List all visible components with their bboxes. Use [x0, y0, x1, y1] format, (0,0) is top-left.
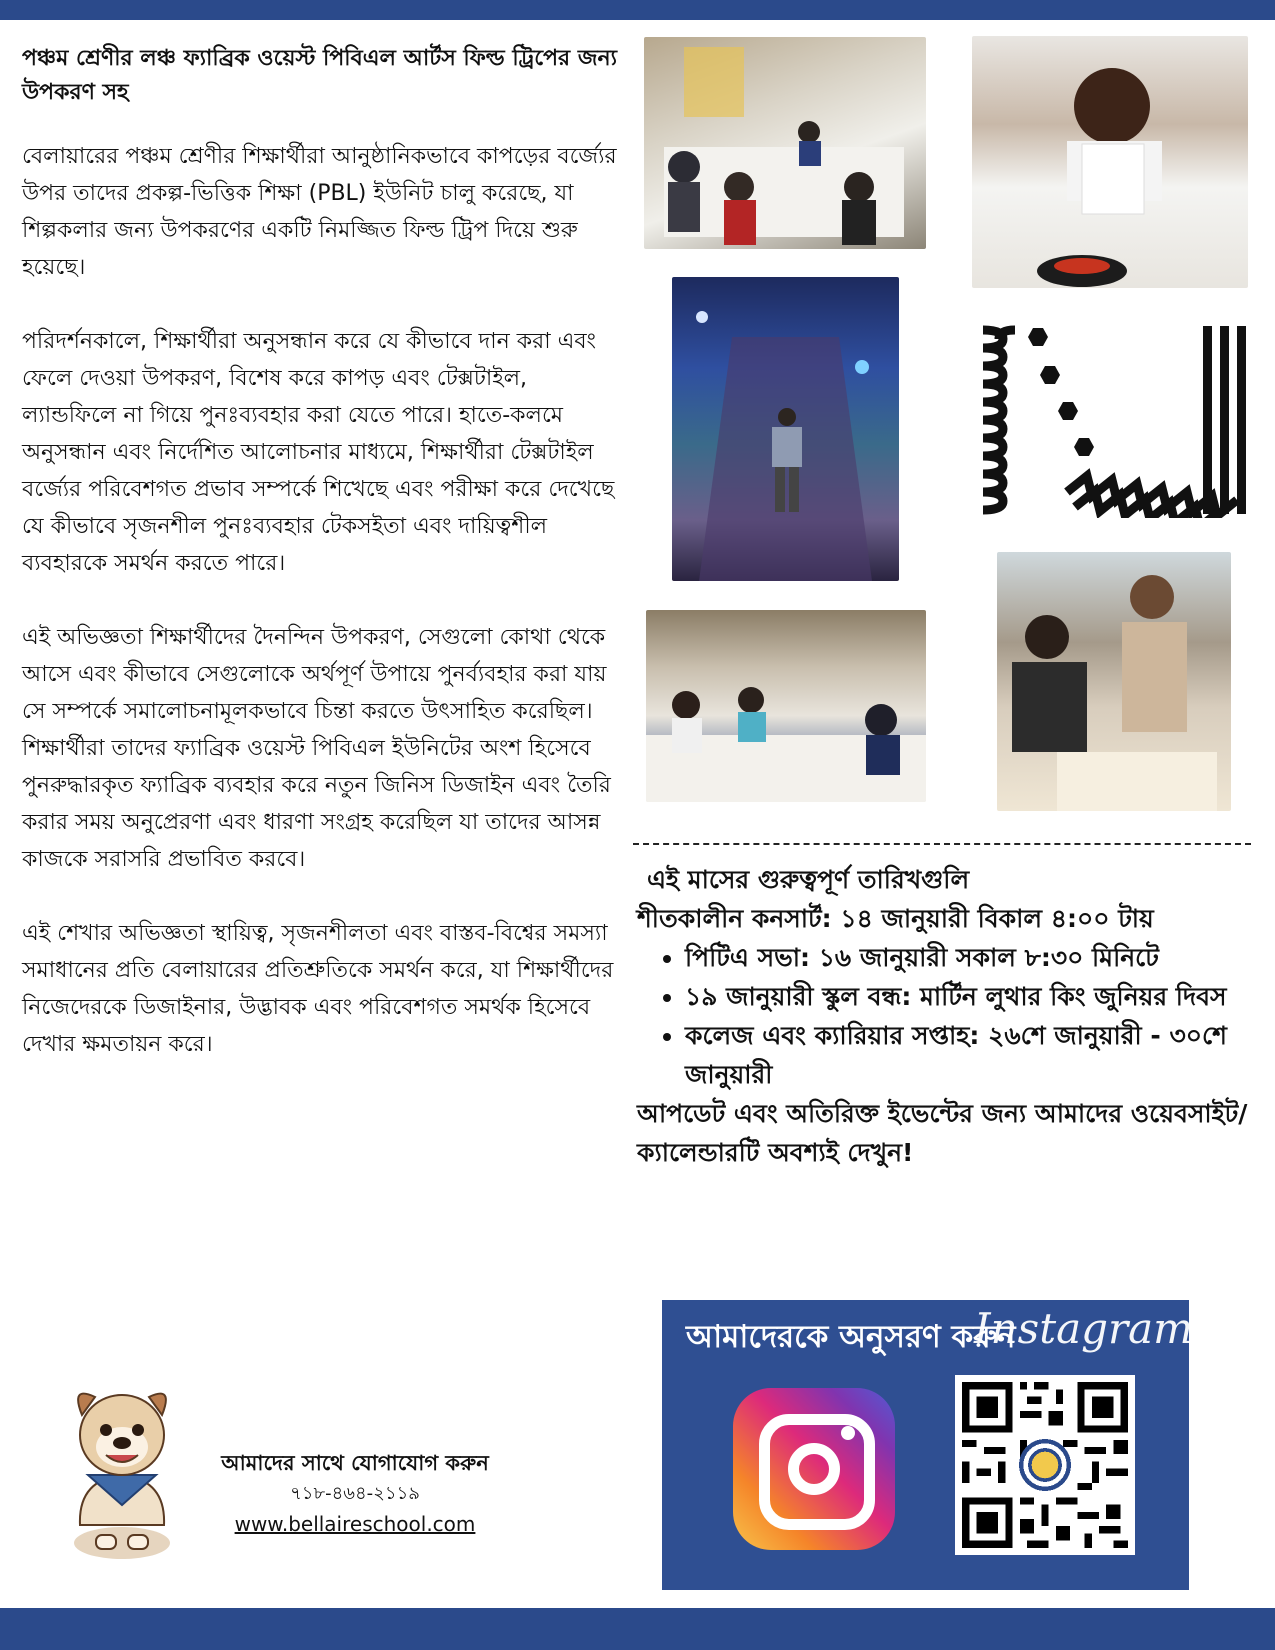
- photo-group-activity: [646, 610, 926, 802]
- website-link[interactable]: www.bellaireschool.com: [234, 1512, 476, 1536]
- list-item: • কলেজ এবং ক্যারিয়ার সপ্তাহ: ২৬শে জানুয়ারী - ৩০শে জানুয়ারী: [685, 1016, 1252, 1094]
- instagram-panel: [662, 1300, 1193, 1590]
- list-item: • পিটিএ সভা: ১৬ জানুয়ারী সকাল ৮:৩০ মিনিটে: [685, 938, 1252, 977]
- stripe-shape: [1220, 326, 1229, 514]
- instagram-icon[interactable]: [733, 1388, 895, 1550]
- section-divider: [633, 843, 1251, 845]
- photo-student-paper: [972, 36, 1248, 288]
- qr-code-icon[interactable]: [955, 1375, 1135, 1555]
- geometric-pattern-graphic: [975, 322, 1253, 518]
- hexagon-shape: [1028, 328, 1048, 346]
- article-paragraph-4: এই শেখার অভিজ্ঞতা স্থায়িত্ব, সৃজনশীলতা এবং বাস্তব-বিশ্বের সমস্যা সমাধানের প্রতি বেলায়ারের প্রতিশ্রুতিকে সমর্থন করে, যা শিক্ষার্থীদের নিজেদেরকে ডিজাইনার, উদ্ভাবক এবং পরিবেশগত সমর্থক হিসেবে দেখার ক্ষমতায়ন করে।: [22, 921, 614, 1057]
- hexagon-shape: [1040, 366, 1060, 384]
- concert-date: শীতকালীন কনসার্ট: ১৪ জানুয়ারী বিকাল ৪:০০ টায়: [637, 904, 1154, 933]
- photo-students-crafting: [997, 552, 1231, 811]
- dates-list: [637, 938, 1252, 1094]
- dates-footer-note: আপডেট এবং অতিরিক্ত ইভেন্টের জন্য আমাদের ওয়েবসাইট/ক্যালেন্ডারটি অবশ্যই দেখুন!: [637, 1099, 1248, 1167]
- stripe-shape: [1237, 326, 1246, 514]
- dates-heading: এই মাসের গুরুত্বপূর্ণ তারিখগুলি: [647, 865, 970, 894]
- stripe-shape: [1203, 326, 1212, 514]
- bottom-band: [0, 1608, 1275, 1650]
- contact-title: আমাদের সাথে যোগাযোগ করুন: [221, 1451, 489, 1475]
- list-item: • ১৯ জানুয়ারী স্কুল বন্ধ: মার্টিন লুথার কিং জুনিয়র দিবস: [685, 977, 1252, 1016]
- bulldog-mascot-icon: [60, 1375, 185, 1565]
- article: [22, 42, 622, 1100]
- article-title: পঞ্চম শ্রেণীর লঞ্চ ফ্যাব্রিক ওয়েস্ট পিবিএল আর্টস ফিল্ড ট্রিপের জন্য উপকরণ সহ: [22, 46, 618, 105]
- contact-phone: ৭১৮-৪৬৪-২১১৯: [290, 1483, 420, 1504]
- hexagon-shape: [1074, 438, 1094, 456]
- loop-column-shape: [983, 330, 1015, 510]
- photo-art-tunnel: [672, 277, 899, 581]
- contact-section: [60, 1375, 580, 1565]
- article-paragraph-1: বেলায়ারের পঞ্চম শ্রেণীর শিক্ষার্থীরা আনুষ্ঠানিকভাবে কাপড়ের বর্জ্যের উপর তাদের প্রকল্প-ভিত্তিক শিক্ষা (PBL) ইউনিট চালু করেছে, যা শিল্পকলার জন্য উপকরণের একটি নিমজ্জিত ফিল্ড ট্রিপ দিয়ে শুরু হয়েছে।: [22, 144, 617, 280]
- top-band: [0, 0, 1275, 20]
- article-paragraph-2: পরিদর্শনকালে, শিক্ষার্থীরা অনুসন্ধান করে যে কীভাবে দান করা এবং ফেলে দেওয়া উপকরণ, বিশেষ করে কাপড় এবং টেক্সটাইল, ল্যান্ডফিলে না গিয়ে পুনঃব্যবহার করা যেতে পারে। হাতে-কলমে অনুসন্ধান এবং নির্দেশিত আলোচনার মাধ্যমে, শিক্ষার্থীরা টেক্সটাইল বর্জ্যের পরিবেশগত প্রভাব সম্পর্কে শিখেছে এবং পরীক্ষা করে দেখেছে যে কীভাবে সৃজনশীল পুনঃব্যবহার টেকসইতা এবং দায়িত্বশীল ব্যবহারকে সমর্থন করতে পারে।: [22, 329, 615, 576]
- zigzag-inner-shape: [1075, 491, 1220, 518]
- hexagon-shape: [1058, 402, 1078, 420]
- instagram-wordmark: Instagram: [974, 1304, 1193, 1353]
- follow-us-title: আমাদেরকে অনুসরণ করুন: [686, 1319, 1016, 1355]
- photo-classroom-table: [644, 37, 926, 249]
- important-dates: [637, 860, 1252, 1172]
- article-paragraph-3: এই অভিজ্ঞতা শিক্ষার্থীদের দৈনন্দিন উপকরণ, সেগুলো কোথা থেকে আসে এবং কীভাবে সেগুলোকে অর্থপূর্ণ উপায়ে পুনর্ব্যবহার করা যায় সে সম্পর্কে সমালোচনামূলকভাবে চিন্তা করতে উৎসাহিত করেছিল। শিক্ষার্থীরা তাদের ফ্যাব্রিক ওয়েস্ট পিবিএল ইউনিটের অংশ হিসেবে পুনরুদ্ধারকৃত ফ্যাব্রিক ব্যবহার করে নতুন জিনিস ডিজাইন এবং তৈরি করার সময় অনুপ্রেরণা এবং ধারণা সংগ্রহ করেছিল যা তাদের আসন্ন কাজকে সরাসরি প্রভাবিত করবে।: [22, 625, 611, 872]
